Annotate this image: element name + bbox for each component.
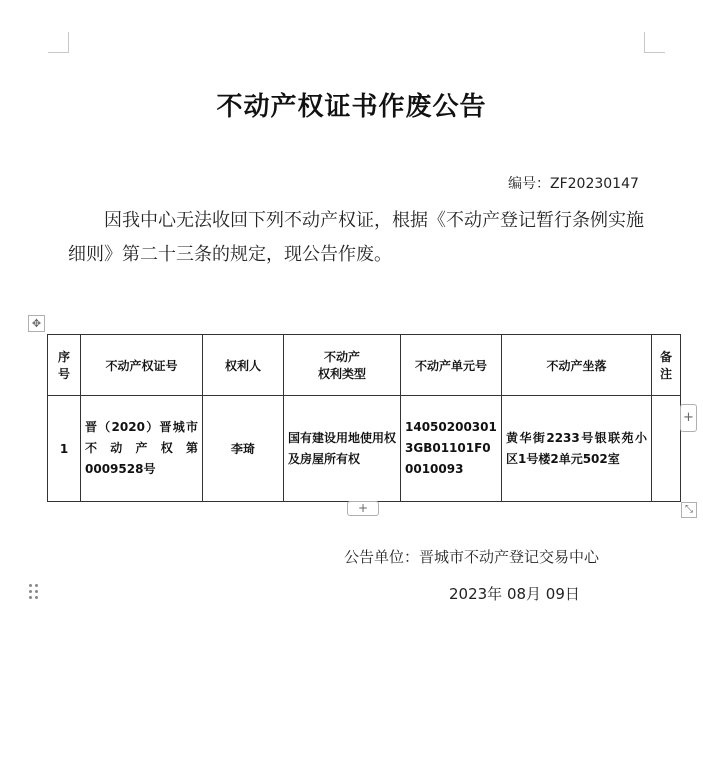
document-number: 编号：ZF20230147 bbox=[508, 176, 639, 192]
table-move-handle-icon[interactable]: ✥ bbox=[28, 315, 45, 332]
table-row bbox=[48, 396, 681, 502]
page-corner-mark-top-left bbox=[48, 32, 69, 53]
header-holder[interactable]: 权利人 bbox=[203, 335, 284, 396]
header-right-type[interactable] bbox=[284, 335, 401, 396]
header-remark-line2: 注 bbox=[659, 367, 672, 381]
announcement-date: 2023年 08月 09日 bbox=[449, 585, 580, 603]
header-right-type-line1: 不动产 bbox=[323, 350, 360, 364]
header-location[interactable]: 不动产坐落 bbox=[502, 335, 652, 396]
body-paragraph: 因我中心无法收回下列不动产权证，根据《不动产登记暂行条例实施细则》第二十三条的规定，现公告作废。 bbox=[68, 210, 644, 265]
cell-seq[interactable]: 1 bbox=[48, 396, 81, 502]
header-seq[interactable] bbox=[48, 335, 81, 396]
table-header-row bbox=[48, 335, 681, 396]
cell-unit-no[interactable]: 140502003013GB01101F00010093 bbox=[401, 396, 502, 502]
table-resize-handle-icon[interactable]: ⤡ bbox=[681, 502, 697, 518]
cell-remark[interactable] bbox=[652, 396, 681, 502]
header-seq-line1: 序 bbox=[57, 350, 70, 364]
cell-location[interactable]: 黄华街2233号银联苑小区1号楼2单元502室 bbox=[502, 396, 652, 502]
header-unit-no[interactable]: 不动产单元号 bbox=[401, 335, 502, 396]
document-title: 不动产权证书作废公告 bbox=[216, 92, 487, 122]
cell-holder[interactable]: 李琦 bbox=[203, 396, 284, 502]
header-right-type-line2: 权利类型 bbox=[317, 367, 366, 381]
add-row-button[interactable]: + bbox=[347, 501, 379, 516]
page-corner-mark-top-right bbox=[644, 32, 665, 53]
header-remark[interactable] bbox=[652, 335, 681, 396]
cell-right-type[interactable]: 国有建设用地使用权及房屋所有权 bbox=[284, 396, 401, 502]
header-cert-no[interactable]: 不动产权证号 bbox=[81, 335, 203, 396]
paragraph-drag-handle-icon[interactable] bbox=[29, 584, 41, 600]
add-column-button[interactable]: + bbox=[680, 404, 697, 432]
certificate-table bbox=[47, 334, 681, 502]
header-remark-line1: 备 bbox=[659, 350, 672, 364]
header-seq-line2: 号 bbox=[57, 367, 70, 381]
cell-cert-no[interactable]: 晋（2020）晋城市不动产权第0009528号 bbox=[81, 396, 203, 502]
announcer-line: 公告单位：晋城市不动产登记交易中心 bbox=[344, 548, 600, 566]
